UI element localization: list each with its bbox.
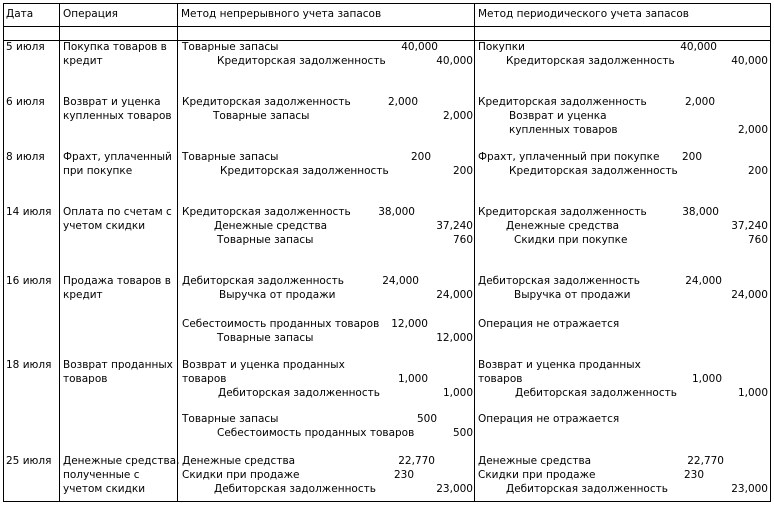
entry-debit-amount: 1,000	[397, 373, 428, 385]
entry-credit-amount: 12,000	[436, 332, 473, 344]
entry-debit-account: Дебиторская задолженность	[182, 275, 344, 287]
entry-debit-account: Покупки	[478, 41, 525, 53]
entry-debit-amount: 500	[416, 413, 437, 425]
row-date: 5 июля	[6, 41, 45, 53]
entry-credit-account: Денежные средства	[506, 220, 620, 232]
entry-credit-amount: 200	[747, 165, 768, 177]
entry-credit-account: Кредиторская задолженность	[506, 55, 675, 67]
entry-credit-amount: 2,000	[442, 110, 473, 122]
entry-credit-account: Денежные средства	[214, 220, 328, 232]
row-operation: учетом скидки	[63, 483, 146, 495]
row-operation: учетом скидки	[63, 220, 146, 232]
row-operation: Продажа товаров в	[63, 275, 171, 287]
entry-credit-account: Возврат и уценка	[509, 110, 607, 122]
entry-debit-amount: 230	[393, 469, 414, 481]
row-date: 14 июля	[6, 206, 52, 218]
entry-debit-amount: 22,770	[687, 455, 724, 467]
entry-debit-account: Скидки при продаже	[478, 469, 596, 481]
entry-credit-account: Кредиторская задолженность	[217, 55, 386, 67]
entry-credit-amount: 200	[452, 165, 473, 177]
row-operation: товаров	[63, 373, 108, 385]
entry-credit-account: купленных товаров	[509, 124, 618, 136]
entry-credit-account: Дебиторская задолженность	[506, 483, 668, 495]
entry-debit-account: Дебиторская задолженность	[478, 275, 640, 287]
entry-credit-amount: 760	[747, 234, 768, 246]
entry-credit-amount: 760	[452, 234, 473, 246]
entry-credit-amount: 23,000	[731, 483, 768, 495]
header-periodic-method: Метод периодического учета запасов	[478, 8, 689, 20]
row-date: 8 июля	[6, 151, 45, 163]
entry-debit-account: Себестоимость проданных товаров	[182, 318, 380, 330]
entry-credit-account: Товарные запасы	[217, 234, 314, 246]
row-operation: при покупке	[63, 165, 133, 177]
row-operation: кредит	[63, 55, 103, 67]
entry-credit-account: Кредиторская задолженность	[220, 165, 389, 177]
entry-credit-account: Скидки при покупке	[514, 234, 628, 246]
entry-debit-account: Кредиторская задолженность	[478, 96, 647, 108]
entry-credit-amount: 24,000	[436, 289, 473, 301]
not-recorded-note: Операция не отражается	[478, 318, 620, 330]
entry-debit-amount: 12,000	[391, 318, 428, 330]
entry-credit-amount: 23,000	[436, 483, 473, 495]
entry-credit-amount: 1,000	[442, 387, 473, 399]
column-divider	[474, 3, 475, 502]
row-operation: Денежные средства,	[63, 455, 180, 467]
row-operation: кредит	[63, 289, 103, 301]
entry-credit-amount: 1,000	[737, 387, 768, 399]
row-date: 6 июля	[6, 96, 45, 108]
entry-debit-amount: 38,000	[682, 206, 719, 218]
row-operation: Возврат проданных	[63, 359, 173, 371]
entry-debit-account: Кредиторская задолженность	[182, 96, 351, 108]
row-operation: Возврат и уценка	[63, 96, 161, 108]
entry-debit-amount: 200	[681, 151, 702, 163]
entry-debit-account: Возврат и уценка проданных	[478, 359, 641, 371]
entry-debit-amount: 22,770	[398, 455, 435, 467]
entry-debit-account: Денежные средства	[478, 455, 592, 467]
entry-debit-account: Товарные запасы	[182, 151, 279, 163]
row-date: 25 июля	[6, 455, 52, 467]
not-recorded-note: Операция не отражается	[478, 413, 620, 425]
entry-credit-account: Выручка от продажи	[219, 289, 336, 301]
entry-credit-account: Себестоимость проданных товаров	[217, 427, 415, 439]
entry-debit-amount: 24,000	[382, 275, 419, 287]
entry-debit-amount: 24,000	[685, 275, 722, 287]
row-date: 18 июля	[6, 359, 52, 371]
entry-credit-amount: 37,240	[731, 220, 768, 232]
header-perpetual-method: Метод непрерывного учета запасов	[181, 8, 382, 20]
entry-debit-account: Фрахт, уплаченный при покупке	[478, 151, 660, 163]
row-operation: полученные с	[63, 469, 140, 481]
row-date: 16 июля	[6, 275, 52, 287]
entry-credit-account: Дебиторская задолженность	[218, 387, 380, 399]
entry-debit-amount: 40,000	[680, 41, 717, 53]
row-operation: Фрахт, уплаченный	[63, 151, 172, 163]
row-operation: Покупка товаров в	[63, 41, 167, 53]
entry-debit-account: Кредиторская задолженность	[478, 206, 647, 218]
entry-debit-account: Скидки при продаже	[182, 469, 300, 481]
entry-debit-amount: 38,000	[378, 206, 415, 218]
entry-debit-account: товаров	[182, 373, 227, 385]
entry-debit-amount: 2,000	[387, 96, 418, 108]
entry-debit-account: Товарные запасы	[182, 413, 279, 425]
entry-debit-account: товаров	[478, 373, 523, 385]
column-divider	[177, 3, 178, 502]
entry-debit-amount: 230	[683, 469, 704, 481]
entry-credit-amount: 2,000	[737, 124, 768, 136]
entry-credit-amount: 24,000	[731, 289, 768, 301]
entry-credit-amount: 37,240	[436, 220, 473, 232]
entry-debit-account: Кредиторская задолженность	[182, 206, 351, 218]
column-divider	[59, 3, 60, 502]
entry-debit-amount: 2,000	[684, 96, 715, 108]
entry-debit-amount: 1,000	[691, 373, 722, 385]
entry-credit-account: Выручка от продажи	[514, 289, 631, 301]
entry-credit-amount: 40,000	[731, 55, 768, 67]
header-divider	[3, 26, 771, 27]
header-date: Дата	[6, 8, 34, 20]
entry-debit-account: Возврат и уценка проданных	[182, 359, 345, 371]
entry-credit-account: Товарные запасы	[217, 332, 314, 344]
entry-credit-account: Дебиторская задолженность	[515, 387, 677, 399]
entry-debit-account: Денежные средства	[182, 455, 296, 467]
entry-debit-account: Товарные запасы	[182, 41, 279, 53]
entry-debit-amount: 40,000	[401, 41, 438, 53]
entry-credit-amount: 500	[452, 427, 473, 439]
entry-credit-amount: 40,000	[436, 55, 473, 67]
entry-debit-amount: 200	[410, 151, 431, 163]
row-operation: купленных товаров	[63, 110, 172, 122]
row-operation: Оплата по счетам с	[63, 206, 172, 218]
entry-credit-account: Кредиторская задолженность	[509, 165, 678, 177]
entry-credit-account: Дебиторская задолженность	[214, 483, 376, 495]
entry-credit-account: Товарные запасы	[213, 110, 310, 122]
header-operation: Операция	[63, 8, 118, 20]
